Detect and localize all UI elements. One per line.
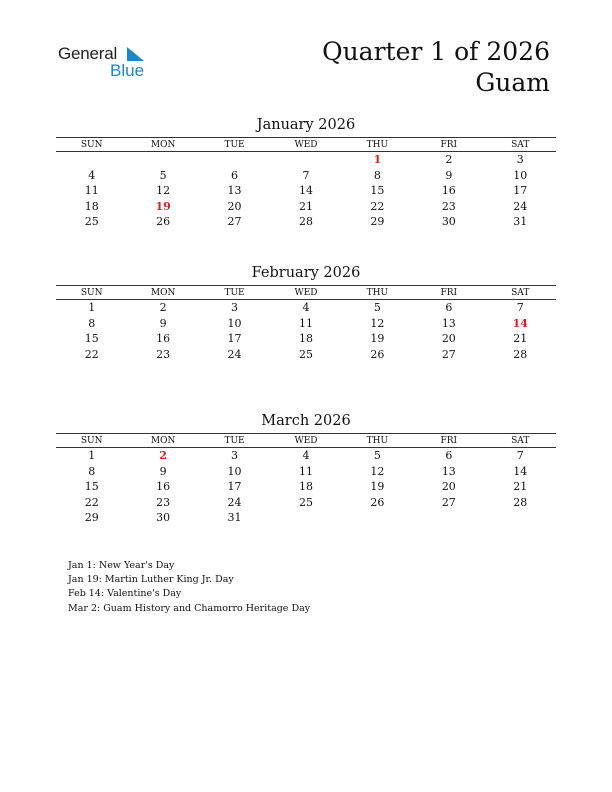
day-cell: 22 <box>370 199 385 213</box>
day-cell: 8 <box>88 316 96 330</box>
day-cell: 22 <box>84 495 99 509</box>
logo-general-text: General <box>58 44 118 63</box>
week-row <box>56 479 556 495</box>
weekday-label: TUE <box>224 288 245 298</box>
day-cell: 2 <box>159 301 167 314</box>
day-cell: 28 <box>513 495 528 509</box>
day-cell <box>413 510 484 526</box>
day-cell: 11 <box>84 184 99 198</box>
weekday-header-row <box>56 286 556 299</box>
day-cell: 5 <box>373 449 381 462</box>
month-title: March 2026 <box>261 413 351 429</box>
holiday-note: Jan 1: New Year's Day <box>68 560 175 571</box>
month-february <box>56 264 556 362</box>
day-cell: 21 <box>513 480 528 494</box>
day-cell: 20 <box>441 480 456 494</box>
weekday-label: MON <box>150 288 176 298</box>
weekday-label: FRI <box>440 288 458 298</box>
day-cell: 27 <box>227 215 242 229</box>
day-cell: 30 <box>441 215 456 229</box>
day-cell: 12 <box>370 316 385 330</box>
day-cell: 26 <box>156 215 171 229</box>
day-cell: 3 <box>231 301 239 314</box>
day-cell: 11 <box>298 316 313 330</box>
day-cell <box>270 510 341 526</box>
day-cell: 12 <box>156 184 171 198</box>
weekday-label: SAT <box>511 436 530 446</box>
day-cell: 20 <box>441 332 456 346</box>
weekday-label: SAT <box>511 288 530 298</box>
weekday-label: SUN <box>80 436 103 446</box>
day-cell: 6 <box>445 301 453 314</box>
day-cell: 25 <box>84 215 99 229</box>
day-cell <box>270 152 341 168</box>
week-row <box>56 448 556 464</box>
day-cell: 10 <box>227 464 242 478</box>
week-row <box>56 183 556 199</box>
day-cell: 15 <box>370 184 385 198</box>
holiday-notes <box>68 559 310 616</box>
day-cell: 3 <box>231 449 239 462</box>
weekday-label: FRI <box>440 436 458 446</box>
weekday-label: WED <box>294 140 318 150</box>
day-cell <box>127 152 198 168</box>
day-cell: 14 <box>513 464 528 478</box>
month-march <box>56 412 556 526</box>
day-cell: 6 <box>445 449 453 462</box>
page-title <box>322 36 550 98</box>
day-cell: 18 <box>298 480 313 494</box>
day-cell <box>485 510 556 526</box>
day-cell: 24 <box>227 347 242 361</box>
day-cell: 19 <box>370 332 385 346</box>
day-cell: 16 <box>156 332 171 346</box>
day-cell: 28 <box>513 347 528 361</box>
generalblue-logo <box>58 44 168 84</box>
day-cell: 25 <box>298 347 313 361</box>
weekday-label: MON <box>150 436 176 446</box>
day-cell: 8 <box>373 168 381 182</box>
day-cell: 1 <box>88 301 96 314</box>
logo-blue-text: Blue <box>110 61 145 80</box>
day-cell: 10 <box>513 168 528 182</box>
day-cell: 9 <box>159 464 167 478</box>
day-cell: 3 <box>516 153 524 166</box>
weekday-label: MON <box>150 140 176 150</box>
day-cell: 18 <box>298 332 313 346</box>
day-cell: 23 <box>156 347 171 361</box>
page-title-region: Guam <box>475 68 550 97</box>
day-cell: 1 <box>88 449 96 462</box>
day-cell: 21 <box>298 199 313 213</box>
day-cell: 7 <box>302 168 310 182</box>
weekday-label: THU <box>366 288 389 298</box>
weekday-header-row <box>56 138 556 151</box>
day-cell: 17 <box>227 332 242 346</box>
weekday-label: TUE <box>224 140 245 150</box>
day-cell: 28 <box>298 215 313 229</box>
day-cell: 20 <box>227 199 242 213</box>
day-cell: 14 <box>298 184 313 198</box>
day-cell: 23 <box>441 199 456 213</box>
week-row <box>56 152 556 168</box>
weekday-label: WED <box>294 436 318 446</box>
day-cell <box>199 152 270 168</box>
day-cell: 9 <box>159 316 167 330</box>
day-cell: 15 <box>84 480 99 494</box>
day-cell: 31 <box>513 215 528 229</box>
weekday-label: WED <box>294 288 318 298</box>
day-cell: 7 <box>516 449 524 462</box>
weekday-label: TUE <box>224 436 245 446</box>
weekday-header-row <box>56 434 556 447</box>
week-row <box>56 214 556 230</box>
day-cell: 21 <box>513 332 528 346</box>
day-cell: 4 <box>302 301 310 314</box>
day-cell: 30 <box>156 511 171 525</box>
weekday-label: SUN <box>80 288 103 298</box>
day-cell: 9 <box>445 168 453 182</box>
holiday-note: Feb 14: Valentine's Day <box>68 588 182 600</box>
day-cell: 8 <box>88 464 96 478</box>
week-row <box>56 300 556 316</box>
day-cell: 17 <box>227 480 242 494</box>
week-row <box>56 495 556 511</box>
day-cell: 7 <box>516 301 524 314</box>
holiday-note: Jan 19: Martin Luther King Jr. Day <box>68 574 234 586</box>
day-cell: 15 <box>84 332 99 346</box>
month-title: February 2026 <box>251 265 361 281</box>
day-cell: 22 <box>84 347 99 361</box>
weekday-label: FRI <box>440 140 458 150</box>
week-row <box>56 464 556 480</box>
day-cell: 29 <box>370 215 385 229</box>
weekday-label: SAT <box>511 140 530 150</box>
day-cell: 5 <box>159 168 167 182</box>
day-cell <box>56 152 127 168</box>
day-cell: 23 <box>156 495 171 509</box>
weekday-label: THU <box>366 140 389 150</box>
day-cell: 10 <box>227 316 242 330</box>
month-january <box>56 116 556 230</box>
week-row <box>56 199 556 215</box>
holiday-day-cell: 2 <box>159 449 167 462</box>
month-title: January 2026 <box>256 117 356 133</box>
day-cell: 29 <box>84 511 99 525</box>
day-cell: 11 <box>298 464 313 478</box>
day-cell: 13 <box>227 184 242 198</box>
page-title-quarter: Quarter 1 of 2026 <box>322 37 550 66</box>
day-cell: 26 <box>370 347 385 361</box>
week-row <box>56 316 556 332</box>
day-cell: 25 <box>298 495 313 509</box>
day-cell: 27 <box>441 495 456 509</box>
day-cell: 18 <box>84 199 99 213</box>
day-cell: 13 <box>441 316 456 330</box>
holiday-day-cell: 1 <box>373 153 382 166</box>
day-cell: 19 <box>370 480 385 494</box>
logo-triangle-icon <box>127 46 145 62</box>
weekday-label: SUN <box>80 140 103 150</box>
week-row <box>56 510 556 526</box>
day-cell: 26 <box>370 495 385 509</box>
holiday-day-cell: 14 <box>512 316 528 330</box>
day-cell: 5 <box>373 301 381 314</box>
day-cell: 2 <box>445 153 453 166</box>
day-cell <box>342 510 413 526</box>
day-cell: 13 <box>441 464 456 478</box>
day-cell: 6 <box>231 168 239 182</box>
day-cell: 16 <box>441 184 456 198</box>
day-cell: 4 <box>302 449 310 462</box>
week-row <box>56 347 556 363</box>
day-cell: 16 <box>156 480 171 494</box>
day-cell: 31 <box>227 511 242 525</box>
day-cell: 27 <box>441 347 456 361</box>
holiday-note: Mar 2: Guam History and Chamorro Heritage Day <box>68 602 311 614</box>
week-row <box>56 331 556 347</box>
weekday-label: THU <box>366 436 389 446</box>
week-row <box>56 168 556 184</box>
day-cell: 24 <box>227 495 242 509</box>
day-cell: 12 <box>370 464 385 478</box>
holiday-day-cell: 19 <box>155 199 171 213</box>
day-cell: 24 <box>513 199 528 213</box>
day-cell: 17 <box>513 184 528 198</box>
day-cell: 4 <box>88 168 96 182</box>
